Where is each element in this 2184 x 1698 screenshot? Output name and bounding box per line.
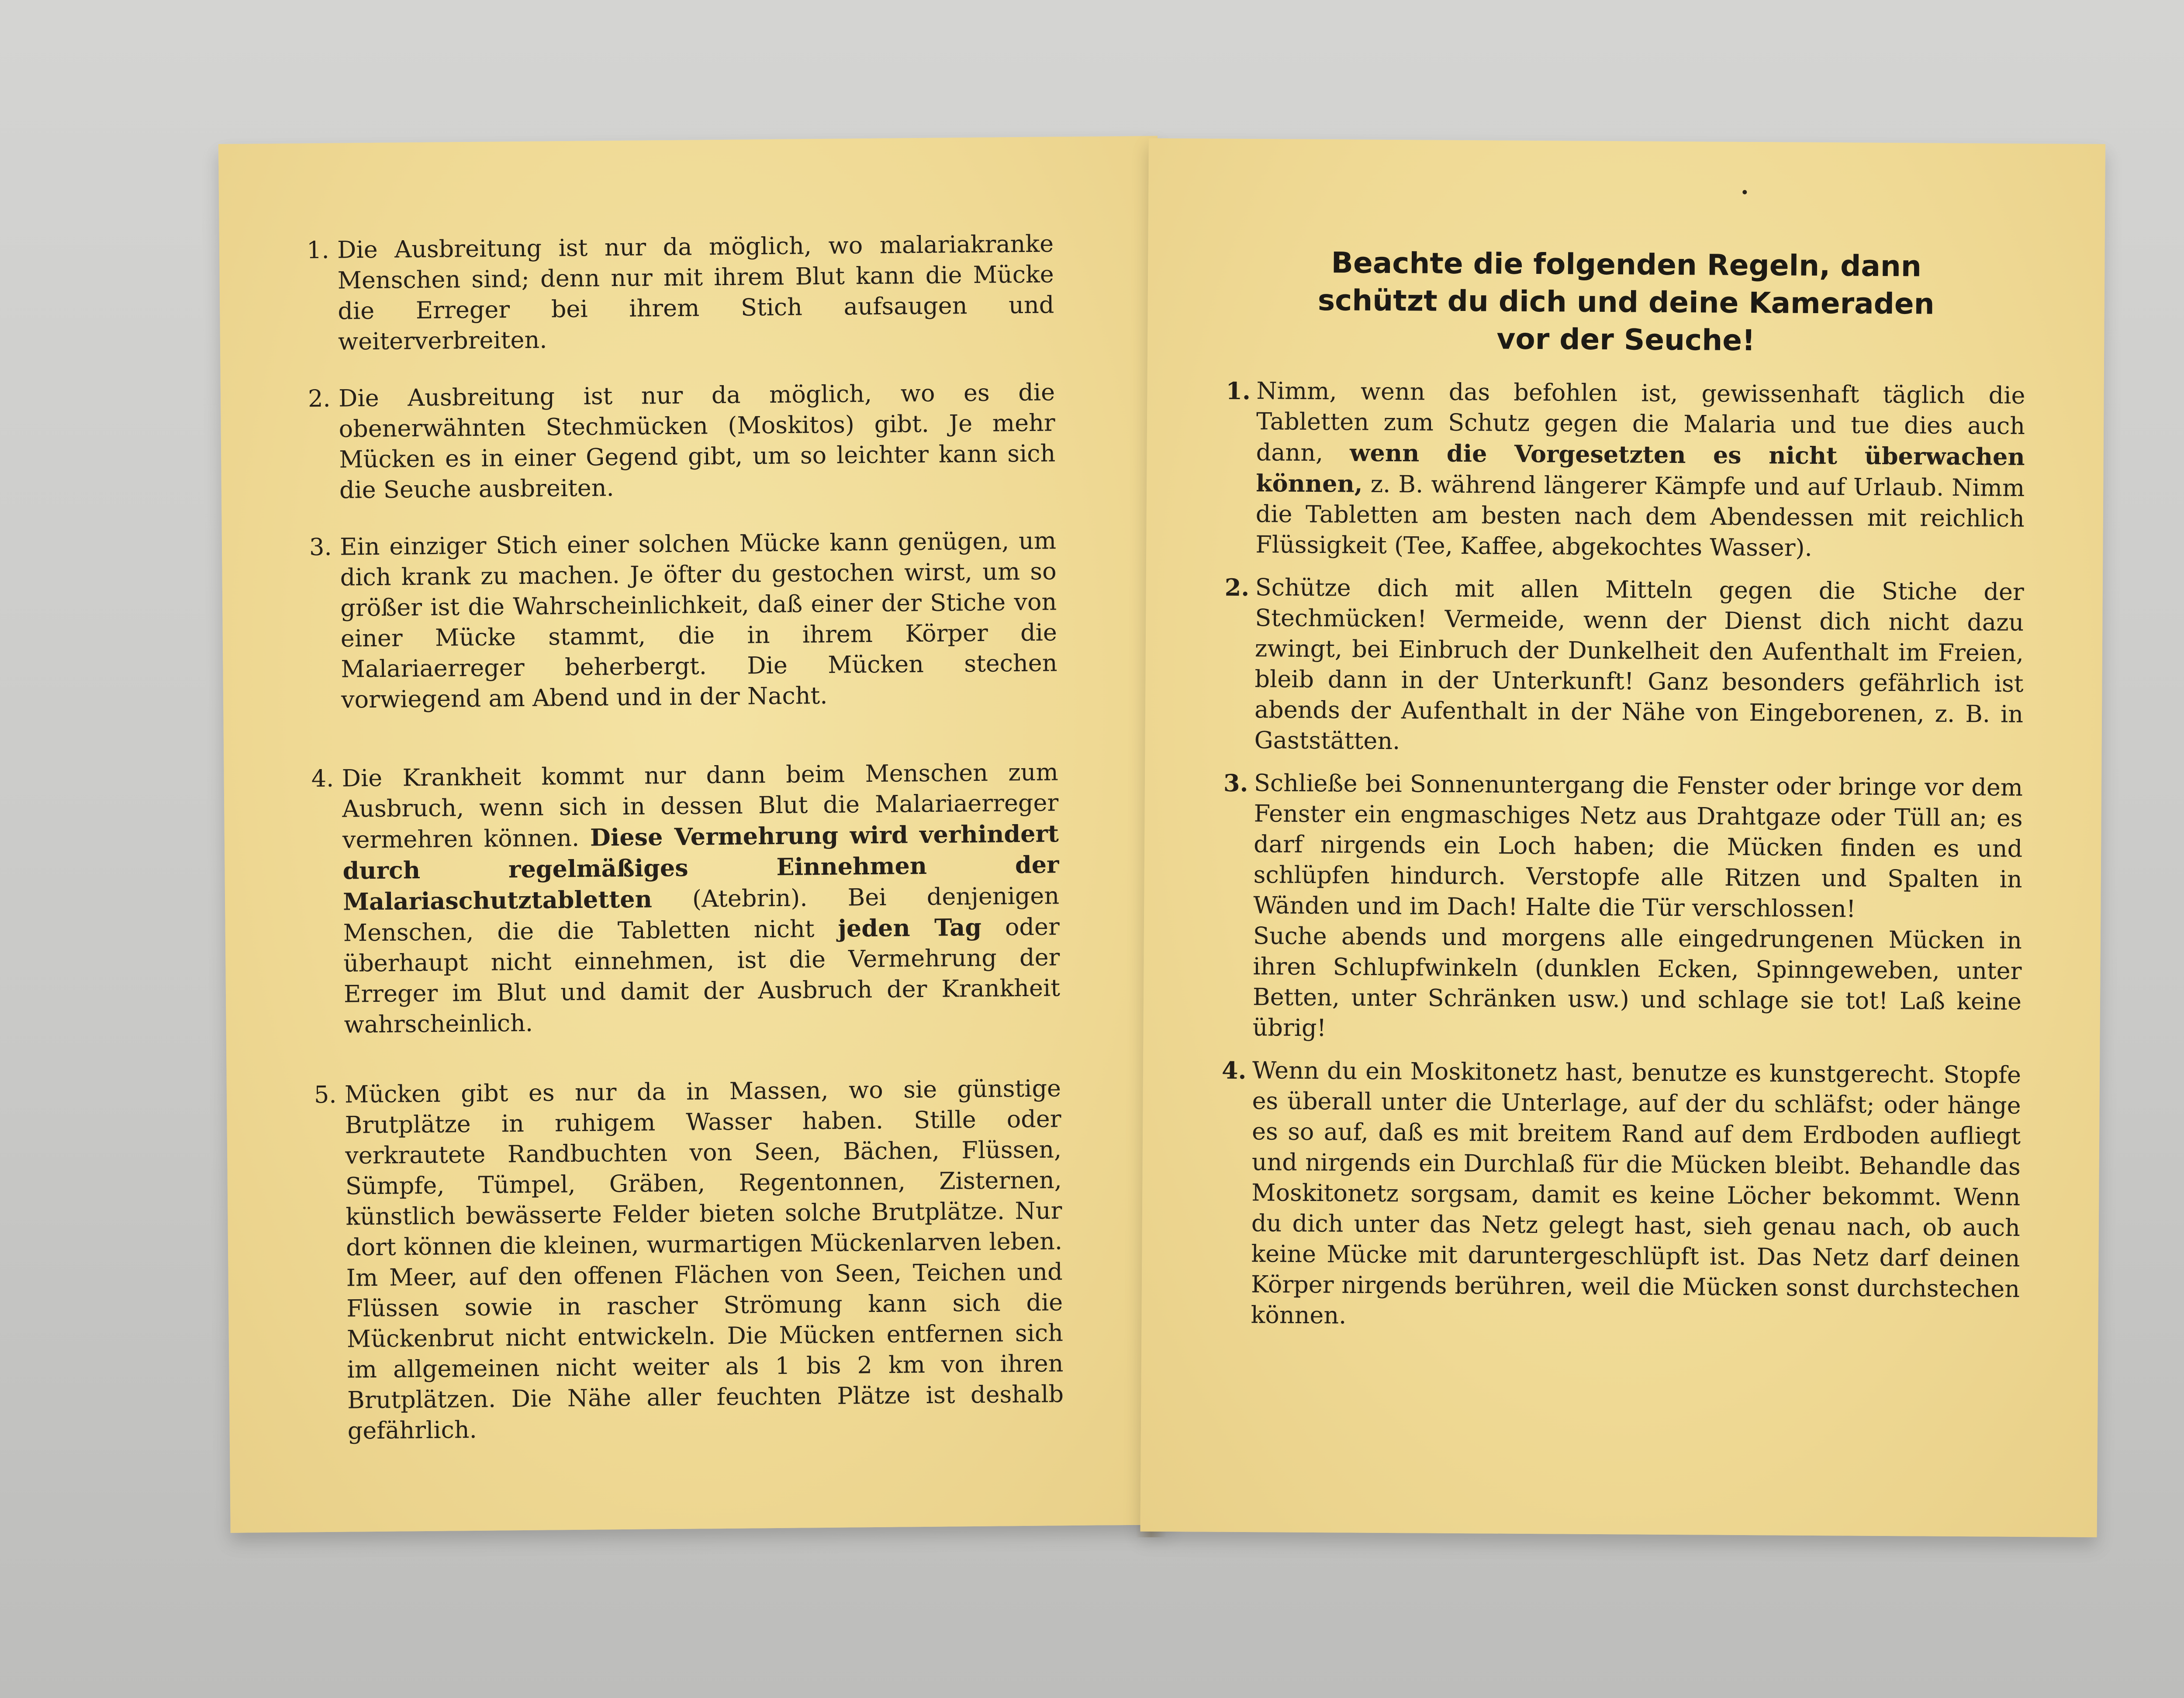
item-text: Suche abends und morgens alle eingedrungenen Mücken in ihren Schlupfwinkeln (dunklen Ecken, Spinngeweben, unter Betten, unter Schränken usw.) und schlage sie tot! Laß keine übrig! [1252,922,2022,1042]
item-text: Schließe bei Sonnenuntergang die Fenster oder bringe vor dem Fenster ein engmaschiges Netz aus Drahtgaze oder Tüll an; es darf nirgends ein Loch haben; die Mücken finden es und schlüpfen hindurch. Verstopfe alle Ritzen und Spalten in Wänden und im Dach! Halte die Tür verschlossen! [1253,769,2023,923]
print-dot [1742,190,1747,194]
left-page-text [307,228,1064,1473]
item-text: z. B. während längerer Kämpfe und auf Urlaub. Nimm die Tabletten am besten nach dem Abendessen mit reichlich Flüssigkeit (Tee, Kaffee, abgekochtes Wasser). [1255,470,2025,562]
item-text-bold: jeden Tag [838,913,982,942]
list-item [1222,768,2023,1048]
list-item [309,525,1058,715]
item-text: Nimm, wenn das befohlen ist, gewissenhaft täglich die Tabletten zum Schutz gegen die Malaria und tue dies auch dann, [1256,377,2025,467]
item-number: 3. [309,533,332,561]
item-text: Wenn du ein Moskitonetz hast, benutze es kunstgerecht. Stopfe es überall unter die Unterlage, auf der du schläfst; oder hänge es so auf, daß es mit breitem Rand auf dem Erdboden aufliegt und nirgends ein Durchlaß für die Mücken bleibt. Behandle das Moskitonetz sorgsam, damit es keine Löcher bekommt. Wenn du dich unter das Netz gelegt hast, sieh genau nach, ob auch keine Mücke mit daruntergeschlüpft ist. Das Netz darf deinen Körper nirgends berühren, weil die Mücken sonst durchstechen können. [1251,1056,2022,1329]
left-page [218,136,1170,1533]
item-number: 1. [1226,376,1251,405]
list-item [1223,572,2024,760]
item-text: Die Ausbreitung ist nur da möglich, wo es die obenerwähnten Stechmücken (Moskitos) gibt. Je mehr Mücken es in einer Gegend gibt, um so leichter kann sich die Seuche ausbreiten. [338,378,1056,504]
item-text: Schütze dich mit allen Mitteln gegen die Stiche der Stechmücken! Vermeide, wenn der Dienst dich nicht dazu zwingt, bei Einbruch der Dunkelheit den Aufenthalt im Freien, bleib dann in der Unterkunft! Ganz besonders gefährlich ist abends der Aufenthalt in der Nähe von Eingeborenen, z. B. in Gaststätten. [1254,573,2024,755]
item-number: 2. [308,384,331,413]
item-number: 2. [1224,573,1250,602]
item-text-bold: Diese Vermehrung wird verhindert durch regelmäßiges Einnehmen der Malariaschutztabletten [342,819,1059,916]
item-text: Ein einziger Stich einer solchen Mücke kann genügen, um dich krank zu machen. Je öfter du gestochen wirst, um so größer ist die Wahrscheinlichkeit, daß einer der Stiche von einer Mücke stammt, die in ihrem Körper die Malariaerreger beherbergt. Die Mücken stechen vorwiegend am Abend und in der Nacht. [339,527,1057,714]
item-text-bold: wenn die Vorgesetzten es nicht überwachen können, [1256,438,2025,498]
item-number: 5. [314,1080,337,1109]
item-number: 4. [311,764,334,793]
heading-line: vor der Seuche! [1496,322,1755,358]
item-text: Die Krankheit kommt nur dann beim Menschen zum Ausbruch, wenn sich in dessen Blut die Malariaerreger vermehren können. [342,758,1059,854]
list-item [314,1073,1064,1446]
item-text: Die Ausbreitung ist nur da möglich, wo malariakranke Menschen sind; denn nur mit ihrem Blut kann die Mücke die Erreger bei ihrem Stich aufsaugen und weiterverbreiten. [337,230,1054,355]
item-number: 4. [1221,1056,1247,1085]
page-heading [1226,244,2026,361]
list-item [1220,1055,2021,1335]
item-number: 1. [306,236,329,264]
item-text: (Atebrin). Bei denjenigen Menschen, die die Tabletten nicht [343,882,1060,947]
list-item [1225,376,2025,565]
heading-line: Beachte die folgenden Regeln, dann [1331,246,1922,283]
item-number: 3. [1223,769,1248,797]
heading-line: schützt du dich und deine Kameraden [1317,283,1935,321]
list-item [311,757,1060,1040]
item-text: Mücken gibt es nur da in Massen, wo sie günstige Brutplätze in ruhigem Wasser haben. Stille oder verkrautete Randbuchten von Seen, Bächen, Flüssen, Sümpfe, Tümpel, Gräben, Regentonnen, Zisternen, künstlich bewässerte Felder bieten solche Brutplätze. Nur dort können die kleinen, wurmartigen Mückenlarven leben. Im Meer, auf den offenen Flächen von Seen, Teichen und Flüssen sowie in rascher Strömung kann sich die Mückenbrut nicht entwickeln. Die Mücken entfernen sich im allgemeinen nicht weiter als 1 bis 2 km von ihren Brutplätzen. Die Nähe aller feuchten Plätze ist deshalb gefährlich. [344,1074,1064,1445]
list-item [307,228,1054,357]
item-text: oder überhaupt nicht einnehmen, ist die Vermehrung der Erreger im Blut und damit der Ausbruch der Krankheit wahrscheinlich. [343,913,1061,1039]
list-item [308,377,1056,506]
right-page [1140,138,2105,1537]
right-page-text [1220,244,2026,1361]
